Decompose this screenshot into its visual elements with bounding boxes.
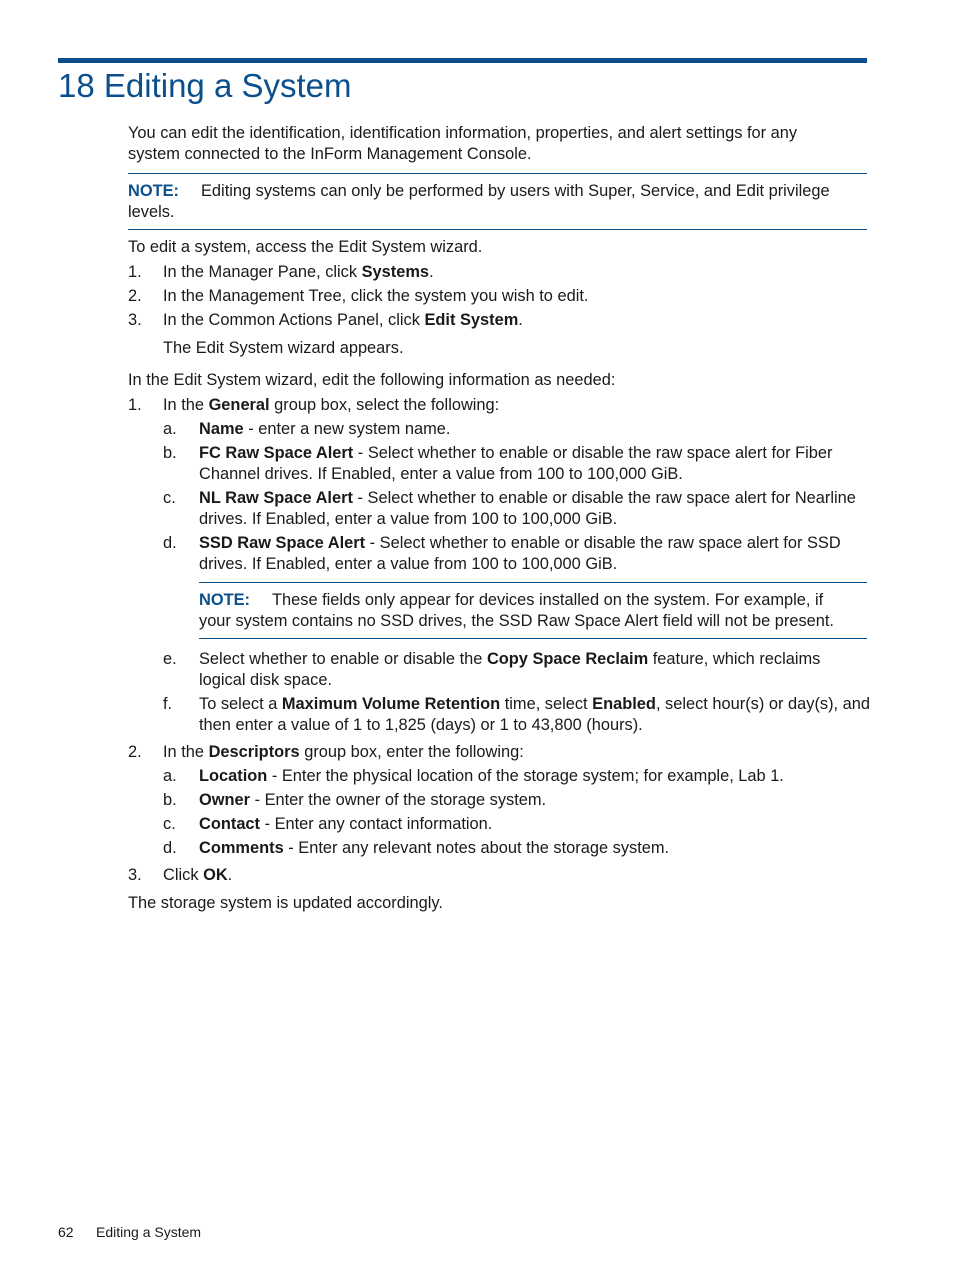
sub-item-location: Location - Enter the physical location of the storage system; for example, Lab 1. bbox=[199, 767, 784, 785]
list-item: In the Management Tree, click the system you wish to edit. bbox=[163, 287, 589, 305]
page-number: 62 bbox=[58, 1224, 74, 1240]
page-title: 18 Editing a System bbox=[58, 67, 352, 104]
top-rule bbox=[58, 58, 867, 63]
outro-text: The storage system is updated accordingly. bbox=[128, 894, 443, 912]
note2-rule-bottom bbox=[199, 638, 867, 639]
list-item-general: In the General group box, select the following: bbox=[163, 396, 500, 414]
intro-paragraph: You can edit the identification, identification information, properties, and alert settings for any system connected to the InForm Management Console. bbox=[128, 124, 798, 163]
list-item-descriptors: In the Descriptors group box, enter the following: bbox=[163, 743, 524, 761]
list-item: In the Common Actions Panel, click Edit System. bbox=[163, 311, 523, 329]
sub-item-ssd-raw-space-alert: SSD Raw Space Alert - Select whether to enable or disable the raw space alert for SSD drives. If Enabled, enter a value from 100 to 100,000 GiB. bbox=[199, 534, 841, 573]
note-fields: NOTE: These fields only appear for devices installed on the system. For example, if your system contains no SSD drives, the SSD Raw Space Alert field will not be present. bbox=[199, 591, 834, 630]
list-item-click-ok: Click OK. bbox=[163, 866, 233, 884]
sub-item-fc-raw-space-alert: FC Raw Space Alert - Select whether to enable or disable the raw space alert for Fiber Channel drives. If Enabled, enter a value from 100 to 100,000 GiB. bbox=[199, 444, 833, 483]
note-rule-bottom bbox=[128, 229, 867, 230]
wizard-appears-text: The Edit System wizard appears. bbox=[163, 339, 404, 357]
note-rule-top bbox=[128, 173, 867, 174]
edit-intro-text: In the Edit System wizard, edit the following information as needed: bbox=[128, 371, 616, 389]
sub-item-name: Name - enter a new system name. bbox=[199, 420, 451, 438]
access-text: To edit a system, access the Edit System wizard. bbox=[128, 238, 483, 256]
note2-rule-top bbox=[199, 582, 867, 583]
list-item: In the Manager Pane, click Systems. bbox=[163, 263, 434, 281]
sub-item-nl-raw-space-alert: NL Raw Space Alert - Select whether to enable or disable the raw space alert for Nearline drives. If Enabled, enter a value from 100 to 100,000 GiB. bbox=[199, 489, 856, 528]
footer-section-title: Editing a System bbox=[96, 1224, 202, 1240]
note-privileges: NOTE: Editing systems can only be performed by users with Super, Service, and Edit privilege levels. bbox=[128, 182, 830, 221]
sub-item-comments: Comments - Enter any relevant notes about the storage system. bbox=[199, 839, 670, 857]
sub-item-copy-space-reclaim: Select whether to enable or disable the Copy Space Reclaim feature, which reclaims logical disk space. bbox=[199, 650, 821, 689]
note-label: NOTE: bbox=[199, 591, 250, 609]
note-label: NOTE: bbox=[128, 182, 179, 200]
sub-item-contact: Contact - Enter any contact information. bbox=[199, 815, 493, 833]
sub-item-max-volume-retention: To select a Maximum Volume Retention time, select Enabled, select hour(s) or day(s), and then enter a value of 1 to 1,825 (days) or 1 to 43,800 (hours). bbox=[199, 695, 871, 734]
sub-item-owner: Owner - Enter the owner of the storage system. bbox=[199, 791, 547, 809]
